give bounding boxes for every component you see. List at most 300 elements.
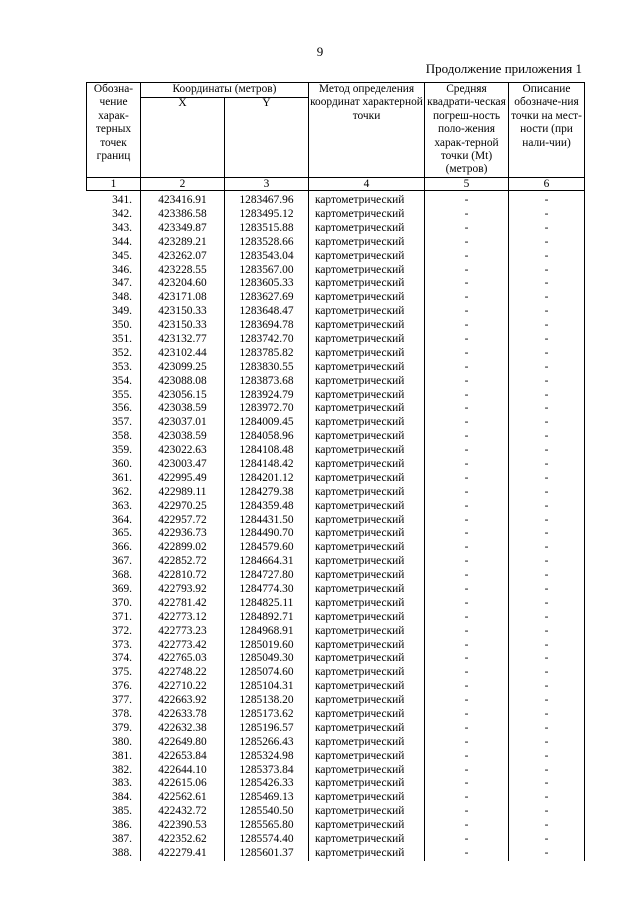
method-cell: картометрический <box>309 305 425 319</box>
error-cell: - <box>425 190 509 207</box>
description-cell: - <box>509 749 585 763</box>
method-cell: картометрический <box>309 583 425 597</box>
method-cell: картометрический <box>309 333 425 347</box>
error-cell: - <box>425 541 509 555</box>
point-number-cell: 386. <box>87 819 141 833</box>
point-number-cell: 360. <box>87 458 141 472</box>
description-cell: - <box>509 652 585 666</box>
point-number-cell: 384. <box>87 791 141 805</box>
method-cell: картометрический <box>309 361 425 375</box>
method-cell: картометрический <box>309 833 425 847</box>
error-cell: - <box>425 402 509 416</box>
error-cell: - <box>425 819 509 833</box>
table-row <box>87 847 585 861</box>
table-row <box>87 374 585 388</box>
table-row <box>87 333 585 347</box>
method-cell: картометрический <box>309 791 425 805</box>
error-cell: - <box>425 722 509 736</box>
method-cell: картометрический <box>309 666 425 680</box>
error-cell: - <box>425 486 509 500</box>
method-cell: картометрический <box>309 472 425 486</box>
y-coordinate-cell: 1284664.31 <box>225 555 309 569</box>
x-coordinate-cell: 422644.10 <box>141 763 225 777</box>
y-coordinate-cell: 1283785.82 <box>225 347 309 361</box>
x-coordinate-cell: 423003.47 <box>141 458 225 472</box>
point-number-cell: 356. <box>87 402 141 416</box>
description-cell: - <box>509 263 585 277</box>
table-row <box>87 472 585 486</box>
description-cell: - <box>509 277 585 291</box>
description-cell: - <box>509 805 585 819</box>
x-coordinate-cell: 423289.21 <box>141 236 225 250</box>
y-coordinate-cell: 1283648.47 <box>225 305 309 319</box>
y-coordinate-cell: 1284201.12 <box>225 472 309 486</box>
point-number-cell: 343. <box>87 222 141 236</box>
method-cell: картометрический <box>309 805 425 819</box>
table-row <box>87 430 585 444</box>
error-cell: - <box>425 666 509 680</box>
error-cell: - <box>425 208 509 222</box>
method-cell: картометрический <box>309 444 425 458</box>
table-row <box>87 458 585 472</box>
table-row <box>87 416 585 430</box>
point-number-cell: 363. <box>87 499 141 513</box>
table-row <box>87 722 585 736</box>
point-number-cell: 359. <box>87 444 141 458</box>
y-coordinate-cell: 1285373.84 <box>225 763 309 777</box>
method-cell: картометрический <box>309 541 425 555</box>
point-number-cell: 352. <box>87 347 141 361</box>
point-number-cell: 376. <box>87 680 141 694</box>
x-coordinate-cell: 423228.55 <box>141 263 225 277</box>
table-row <box>87 249 585 263</box>
description-cell: - <box>509 583 585 597</box>
error-cell: - <box>425 763 509 777</box>
method-cell: картометрический <box>309 652 425 666</box>
x-coordinate-cell: 422773.12 <box>141 611 225 625</box>
description-cell: - <box>509 208 585 222</box>
y-coordinate-cell: 1284490.70 <box>225 527 309 541</box>
table-row <box>87 190 585 207</box>
y-coordinate-cell: 1284148.42 <box>225 458 309 472</box>
method-cell: картометрический <box>309 236 425 250</box>
x-coordinate-cell: 423386.58 <box>141 208 225 222</box>
description-cell: - <box>509 597 585 611</box>
y-coordinate-cell: 1283528.66 <box>225 236 309 250</box>
x-coordinate-cell: 422633.78 <box>141 708 225 722</box>
table-row <box>87 319 585 333</box>
y-coordinate-cell: 1284774.30 <box>225 583 309 597</box>
y-coordinate-cell: 1285574.40 <box>225 833 309 847</box>
point-number-cell: 381. <box>87 749 141 763</box>
y-coordinate-cell: 1284359.48 <box>225 499 309 513</box>
description-cell: - <box>509 458 585 472</box>
header-error: Средняя квадрати-ческая погреш-ность поло-жения харак-терной точки (Mt) (метров) <box>425 83 509 178</box>
point-number-cell: 361. <box>87 472 141 486</box>
description-cell: - <box>509 777 585 791</box>
description-cell: - <box>509 527 585 541</box>
point-number-cell: 349. <box>87 305 141 319</box>
x-coordinate-cell: 422970.25 <box>141 499 225 513</box>
y-coordinate-cell: 1284431.50 <box>225 513 309 527</box>
x-coordinate-cell: 423022.63 <box>141 444 225 458</box>
y-coordinate-cell: 1283543.04 <box>225 249 309 263</box>
y-coordinate-cell: 1283627.69 <box>225 291 309 305</box>
x-coordinate-cell: 422810.72 <box>141 569 225 583</box>
error-cell: - <box>425 805 509 819</box>
table-row <box>87 763 585 777</box>
table-row <box>87 749 585 763</box>
description-cell: - <box>509 444 585 458</box>
method-cell: картометрический <box>309 569 425 583</box>
description-cell: - <box>509 249 585 263</box>
x-coordinate-cell: 423102.44 <box>141 347 225 361</box>
method-cell: картометрический <box>309 263 425 277</box>
x-coordinate-cell: 422773.23 <box>141 624 225 638</box>
error-cell: - <box>425 513 509 527</box>
method-cell: картометрический <box>309 430 425 444</box>
x-coordinate-cell: 423099.25 <box>141 361 225 375</box>
coordinates-table <box>86 82 585 861</box>
x-coordinate-cell: 422781.42 <box>141 597 225 611</box>
point-number-cell: 383. <box>87 777 141 791</box>
point-number-cell: 380. <box>87 736 141 750</box>
description-cell: - <box>509 347 585 361</box>
error-cell: - <box>425 597 509 611</box>
point-number-cell: 372. <box>87 624 141 638</box>
x-coordinate-cell: 422852.72 <box>141 555 225 569</box>
x-coordinate-cell: 422748.22 <box>141 666 225 680</box>
header-y: Y <box>225 98 309 177</box>
error-cell: - <box>425 277 509 291</box>
table-row <box>87 347 585 361</box>
error-cell: - <box>425 374 509 388</box>
y-coordinate-cell: 1284968.91 <box>225 624 309 638</box>
table-row <box>87 208 585 222</box>
description-cell: - <box>509 513 585 527</box>
point-number-cell: 377. <box>87 694 141 708</box>
table-row <box>87 791 585 805</box>
error-cell: - <box>425 458 509 472</box>
col-number: 4 <box>309 177 425 190</box>
x-coordinate-cell: 423037.01 <box>141 416 225 430</box>
error-cell: - <box>425 847 509 861</box>
description-cell: - <box>509 555 585 569</box>
y-coordinate-cell: 1285426.33 <box>225 777 309 791</box>
header-x: X <box>141 98 225 177</box>
table-row <box>87 638 585 652</box>
point-number-cell: 367. <box>87 555 141 569</box>
col-number: 5 <box>425 177 509 190</box>
y-coordinate-cell: 1283694.78 <box>225 319 309 333</box>
error-cell: - <box>425 430 509 444</box>
description-cell: - <box>509 541 585 555</box>
description-cell: - <box>509 291 585 305</box>
method-cell: картометрический <box>309 402 425 416</box>
error-cell: - <box>425 555 509 569</box>
point-number-cell: 350. <box>87 319 141 333</box>
x-coordinate-cell: 422562.61 <box>141 791 225 805</box>
table-row <box>87 486 585 500</box>
error-cell: - <box>425 305 509 319</box>
x-coordinate-cell: 422632.38 <box>141 722 225 736</box>
error-cell: - <box>425 472 509 486</box>
point-number-cell: 364. <box>87 513 141 527</box>
point-number-cell: 388. <box>87 847 141 861</box>
method-cell: картометрический <box>309 499 425 513</box>
y-coordinate-cell: 1285049.30 <box>225 652 309 666</box>
table-row <box>87 263 585 277</box>
table-row <box>87 361 585 375</box>
error-cell: - <box>425 611 509 625</box>
method-cell: картометрический <box>309 513 425 527</box>
table-row <box>87 805 585 819</box>
point-number-cell: 369. <box>87 583 141 597</box>
error-cell: - <box>425 388 509 402</box>
x-coordinate-cell: 422765.03 <box>141 652 225 666</box>
error-cell: - <box>425 249 509 263</box>
description-cell: - <box>509 222 585 236</box>
error-cell: - <box>425 444 509 458</box>
x-coordinate-cell: 422352.62 <box>141 833 225 847</box>
error-cell: - <box>425 694 509 708</box>
error-cell: - <box>425 736 509 750</box>
error-cell: - <box>425 638 509 652</box>
x-coordinate-cell: 423262.07 <box>141 249 225 263</box>
description-cell: - <box>509 402 585 416</box>
table-body <box>87 190 585 860</box>
table-row <box>87 597 585 611</box>
description-cell: - <box>509 430 585 444</box>
y-coordinate-cell: 1283742.70 <box>225 333 309 347</box>
point-number-cell: 366. <box>87 541 141 555</box>
x-coordinate-cell: 422649.80 <box>141 736 225 750</box>
description-cell: - <box>509 736 585 750</box>
description-cell: - <box>509 190 585 207</box>
method-cell: картометрический <box>309 736 425 750</box>
method-cell: картометрический <box>309 486 425 500</box>
x-coordinate-cell: 422710.22 <box>141 680 225 694</box>
x-coordinate-cell: 423056.15 <box>141 388 225 402</box>
method-cell: картометрический <box>309 680 425 694</box>
description-cell: - <box>509 305 585 319</box>
description-cell: - <box>509 236 585 250</box>
description-cell: - <box>509 708 585 722</box>
table-row <box>87 708 585 722</box>
y-coordinate-cell: 1285565.80 <box>225 819 309 833</box>
x-coordinate-cell: 422957.72 <box>141 513 225 527</box>
method-cell: картометрический <box>309 611 425 625</box>
y-coordinate-cell: 1283567.00 <box>225 263 309 277</box>
error-cell: - <box>425 749 509 763</box>
y-coordinate-cell: 1284579.60 <box>225 541 309 555</box>
method-cell: картометрический <box>309 708 425 722</box>
description-cell: - <box>509 388 585 402</box>
x-coordinate-cell: 423150.33 <box>141 305 225 319</box>
y-coordinate-cell: 1285540.50 <box>225 805 309 819</box>
point-number-cell: 351. <box>87 333 141 347</box>
table-row <box>87 666 585 680</box>
x-coordinate-cell: 422663.92 <box>141 694 225 708</box>
y-coordinate-cell: 1285173.62 <box>225 708 309 722</box>
table-row <box>87 624 585 638</box>
header-description: Описание обозначе-ния точки на мест-ности (при нали-чии) <box>509 83 585 178</box>
table-row <box>87 736 585 750</box>
description-cell: - <box>509 763 585 777</box>
point-number-cell: 370. <box>87 597 141 611</box>
description-cell: - <box>509 361 585 375</box>
x-coordinate-cell: 423204.60 <box>141 277 225 291</box>
x-coordinate-cell: 423416.91 <box>141 190 225 207</box>
description-cell: - <box>509 416 585 430</box>
method-cell: картометрический <box>309 777 425 791</box>
y-coordinate-cell: 1285074.60 <box>225 666 309 680</box>
y-coordinate-cell: 1285196.57 <box>225 722 309 736</box>
point-number-cell: 354. <box>87 374 141 388</box>
error-cell: - <box>425 583 509 597</box>
point-number-cell: 347. <box>87 277 141 291</box>
table-row <box>87 527 585 541</box>
y-coordinate-cell: 1285469.13 <box>225 791 309 805</box>
error-cell: - <box>425 333 509 347</box>
point-number-cell: 368. <box>87 569 141 583</box>
y-coordinate-cell: 1285104.31 <box>225 680 309 694</box>
description-cell: - <box>509 569 585 583</box>
point-number-cell: 344. <box>87 236 141 250</box>
method-cell: картометрический <box>309 847 425 861</box>
method-cell: картометрический <box>309 416 425 430</box>
error-cell: - <box>425 791 509 805</box>
table-row <box>87 402 585 416</box>
point-number-cell: 373. <box>87 638 141 652</box>
description-cell: - <box>509 638 585 652</box>
error-cell: - <box>425 319 509 333</box>
y-coordinate-cell: 1283495.12 <box>225 208 309 222</box>
header-designation: Обозна-чение харак-терных точек границ <box>87 83 141 178</box>
point-number-cell: 382. <box>87 763 141 777</box>
col-number: 1 <box>87 177 141 190</box>
point-number-cell: 355. <box>87 388 141 402</box>
description-cell: - <box>509 694 585 708</box>
error-cell: - <box>425 499 509 513</box>
x-coordinate-cell: 423038.59 <box>141 402 225 416</box>
point-number-cell: 353. <box>87 361 141 375</box>
description-cell: - <box>509 819 585 833</box>
error-cell: - <box>425 680 509 694</box>
method-cell: картометрический <box>309 819 425 833</box>
description-cell: - <box>509 847 585 861</box>
x-coordinate-cell: 422432.72 <box>141 805 225 819</box>
method-cell: картометрический <box>309 208 425 222</box>
y-coordinate-cell: 1284058.96 <box>225 430 309 444</box>
x-coordinate-cell: 422899.02 <box>141 541 225 555</box>
method-cell: картометрический <box>309 749 425 763</box>
y-coordinate-cell: 1283972.70 <box>225 402 309 416</box>
method-cell: картометрический <box>309 249 425 263</box>
description-cell: - <box>509 833 585 847</box>
x-coordinate-cell: 422773.42 <box>141 638 225 652</box>
error-cell: - <box>425 527 509 541</box>
error-cell: - <box>425 416 509 430</box>
point-number-cell: 345. <box>87 249 141 263</box>
error-cell: - <box>425 222 509 236</box>
point-number-cell: 342. <box>87 208 141 222</box>
method-cell: картометрический <box>309 722 425 736</box>
point-number-cell: 358. <box>87 430 141 444</box>
table-row <box>87 652 585 666</box>
page-number: 9 <box>316 44 324 59</box>
point-number-cell: 375. <box>87 666 141 680</box>
point-number-cell: 379. <box>87 722 141 736</box>
column-numbers-row <box>87 177 585 190</box>
col-number: 6 <box>509 177 585 190</box>
method-cell: картометрический <box>309 319 425 333</box>
method-cell: картометрический <box>309 388 425 402</box>
x-coordinate-cell: 423150.33 <box>141 319 225 333</box>
y-coordinate-cell: 1283467.96 <box>225 190 309 207</box>
y-coordinate-cell: 1284279.38 <box>225 486 309 500</box>
x-coordinate-cell: 422390.53 <box>141 819 225 833</box>
method-cell: картометрический <box>309 190 425 207</box>
point-number-cell: 362. <box>87 486 141 500</box>
col-number: 3 <box>225 177 309 190</box>
x-coordinate-cell: 422995.49 <box>141 472 225 486</box>
table-row <box>87 444 585 458</box>
error-cell: - <box>425 361 509 375</box>
error-cell: - <box>425 569 509 583</box>
table-row <box>87 222 585 236</box>
y-coordinate-cell: 1283924.79 <box>225 388 309 402</box>
method-cell: картометрический <box>309 277 425 291</box>
point-number-cell: 378. <box>87 708 141 722</box>
table-row <box>87 541 585 555</box>
table-row <box>87 277 585 291</box>
continuation-note: Продолжение приложения 1 <box>425 61 582 76</box>
x-coordinate-cell: 422615.06 <box>141 777 225 791</box>
description-cell: - <box>509 319 585 333</box>
y-coordinate-cell: 1283605.33 <box>225 277 309 291</box>
error-cell: - <box>425 777 509 791</box>
point-number-cell: 357. <box>87 416 141 430</box>
x-coordinate-cell: 422936.73 <box>141 527 225 541</box>
method-cell: картометрический <box>309 694 425 708</box>
description-cell: - <box>509 666 585 680</box>
description-cell: - <box>509 791 585 805</box>
table-row <box>87 583 585 597</box>
description-cell: - <box>509 472 585 486</box>
x-coordinate-cell: 423038.59 <box>141 430 225 444</box>
method-cell: картометрический <box>309 458 425 472</box>
description-cell: - <box>509 374 585 388</box>
description-cell: - <box>509 333 585 347</box>
y-coordinate-cell: 1285324.98 <box>225 749 309 763</box>
point-number-cell: 346. <box>87 263 141 277</box>
y-coordinate-cell: 1285601.37 <box>225 847 309 861</box>
method-cell: картометрический <box>309 597 425 611</box>
point-number-cell: 385. <box>87 805 141 819</box>
y-coordinate-cell: 1283830.55 <box>225 361 309 375</box>
table-row <box>87 305 585 319</box>
table-row <box>87 236 585 250</box>
point-number-cell: 365. <box>87 527 141 541</box>
error-cell: - <box>425 708 509 722</box>
x-coordinate-cell: 423132.77 <box>141 333 225 347</box>
error-cell: - <box>425 291 509 305</box>
method-cell: картометрический <box>309 291 425 305</box>
description-cell: - <box>509 611 585 625</box>
table-row <box>87 291 585 305</box>
x-coordinate-cell: 422279.41 <box>141 847 225 861</box>
